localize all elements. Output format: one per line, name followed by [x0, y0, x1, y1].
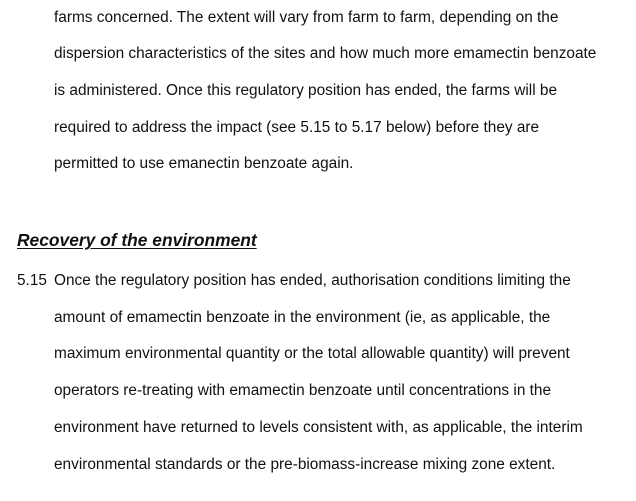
paragraph-number: 5.15 [17, 272, 47, 289]
paragraph-line: environment have returned to levels consistent with, as applicable, the interim [54, 419, 583, 436]
paragraph-line: dispersion characteristics of the sites and how much more emamectin benzoate [54, 45, 597, 62]
paragraph-line: permitted to use emanectin benzoate again. [54, 155, 354, 172]
paragraph-line: environmental standards or the pre-biomass-increase mixing zone extent. [54, 456, 556, 473]
paragraph-line: amount of emamectin benzoate in the environment (ie, as applicable, the [54, 309, 551, 326]
paragraph-line: is administered. Once this regulatory position has ended, the farms will be [54, 82, 558, 99]
paragraph-line: required to address the impact (see 5.15 to 5.17 below) before they are [54, 119, 540, 136]
section-heading: Recovery of the environment [17, 230, 257, 250]
paragraph-line: Once the regulatory position has ended, authorisation conditions limiting the [54, 272, 571, 289]
paragraph-line: farms concerned. The extent will vary from farm to farm, depending on the [54, 9, 559, 26]
paragraph-line: maximum environmental quantity or the total allowable quantity) will prevent [54, 345, 570, 362]
paragraph-line: operators re-treating with emamectin benzoate until concentrations in the [54, 382, 552, 399]
